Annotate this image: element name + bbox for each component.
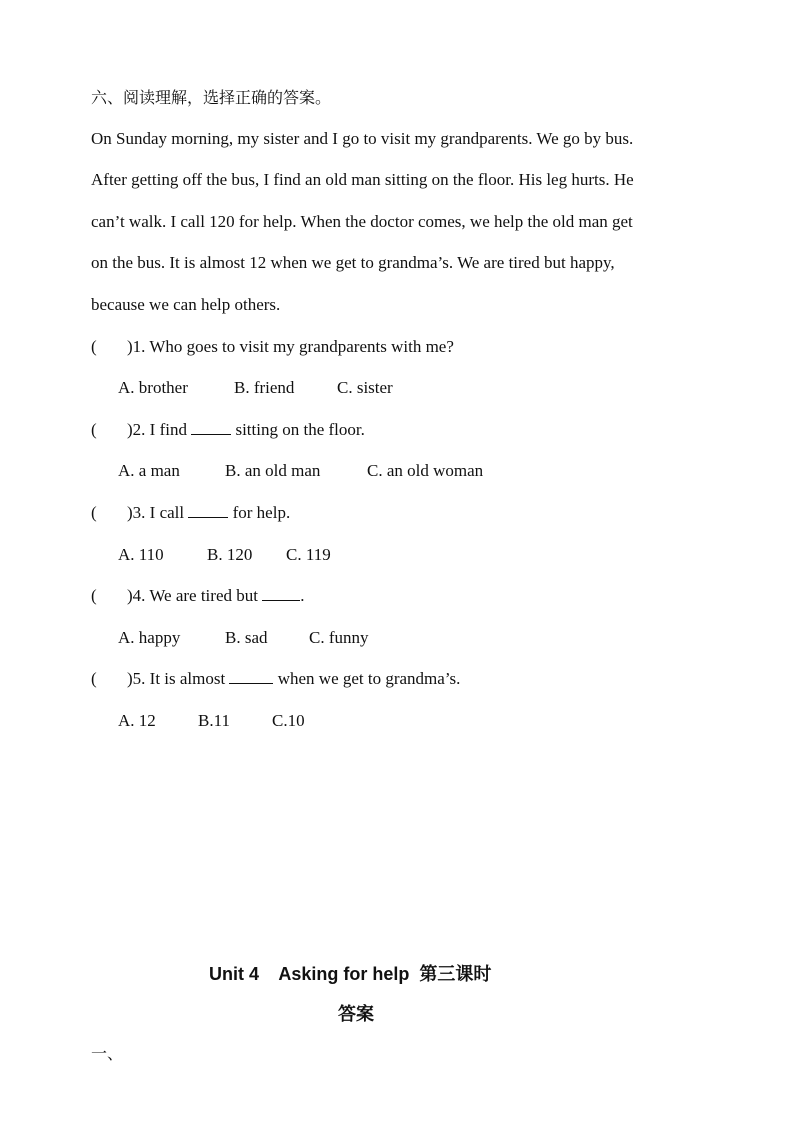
option-a: A. 12 bbox=[118, 711, 156, 730]
question-1-options bbox=[118, 377, 393, 399]
option-a: A. 110 bbox=[118, 545, 164, 564]
lesson-label: 第三课时 bbox=[419, 964, 492, 985]
option-c: C. an old woman bbox=[367, 461, 484, 480]
question-4-options bbox=[118, 627, 369, 649]
question-2-options bbox=[118, 460, 483, 482]
question-text: )5. It is almost bbox=[127, 669, 230, 688]
answer-paren[interactable]: ( bbox=[91, 586, 97, 605]
question-text-after: sitting on the floor. bbox=[231, 420, 365, 439]
section-heading: 六、阅读理解，选择正确的答案。 bbox=[91, 88, 332, 107]
answer-paren[interactable]: ( bbox=[91, 337, 97, 356]
passage-line-1: On Sunday morning, my sister and I go to visit my grandparents. We go by bus. bbox=[91, 129, 634, 148]
fill-blank[interactable] bbox=[229, 669, 273, 684]
question-2 bbox=[91, 419, 365, 441]
answer-title: 答案 bbox=[338, 1004, 374, 1025]
question-text: )4. We are tired but bbox=[127, 586, 263, 605]
fill-blank[interactable] bbox=[262, 586, 300, 601]
fill-blank[interactable] bbox=[188, 503, 228, 518]
passage-line-4: on the bus. It is almost 12 when we get to grandma’s. We are tired but happy, bbox=[91, 253, 615, 272]
option-a: A. happy bbox=[118, 628, 181, 647]
question-5-options bbox=[118, 710, 305, 732]
question-5 bbox=[91, 668, 460, 690]
option-b: B. an old man bbox=[225, 461, 321, 480]
passage-line-3: can’t walk. I call 120 for help. When the doctor comes, we help the old man get bbox=[91, 212, 633, 231]
unit-title bbox=[209, 960, 491, 986]
option-b: B. friend bbox=[234, 378, 295, 397]
question-text-after: . bbox=[300, 586, 305, 605]
question-text: )3. I call bbox=[127, 503, 189, 522]
question-1 bbox=[91, 336, 454, 358]
question-text: )1. Who goes to visit my grandparents with me? bbox=[127, 337, 454, 356]
option-a: A. brother bbox=[118, 378, 188, 397]
question-text-after: for help. bbox=[228, 503, 291, 522]
question-4 bbox=[91, 585, 304, 607]
fill-blank[interactable] bbox=[191, 420, 231, 435]
option-b: B. 120 bbox=[207, 545, 253, 564]
question-text-after: when we get to grandma’s. bbox=[273, 669, 461, 688]
option-b: B. sad bbox=[225, 628, 268, 647]
question-3 bbox=[91, 502, 290, 524]
answer-paren[interactable]: ( bbox=[91, 669, 97, 688]
question-text: )2. I find bbox=[127, 420, 192, 439]
option-a: A. a man bbox=[118, 461, 180, 480]
option-c: C. 119 bbox=[286, 545, 331, 564]
answer-paren[interactable]: ( bbox=[91, 503, 97, 522]
passage-line-5: because we can help others. bbox=[91, 295, 281, 314]
option-b: B.11 bbox=[198, 711, 230, 730]
answer-part-one: 一、 bbox=[91, 1044, 124, 1063]
unit-name: Unit 4 Asking for help bbox=[209, 964, 410, 984]
option-c: C.10 bbox=[272, 711, 305, 730]
option-c: C. sister bbox=[337, 378, 393, 397]
answer-paren[interactable]: ( bbox=[91, 420, 97, 439]
passage-line-2: After getting off the bus, I find an old man sitting on the floor. His leg hurts. He bbox=[91, 170, 634, 189]
option-c: C. funny bbox=[309, 628, 369, 647]
question-3-options bbox=[118, 544, 331, 566]
